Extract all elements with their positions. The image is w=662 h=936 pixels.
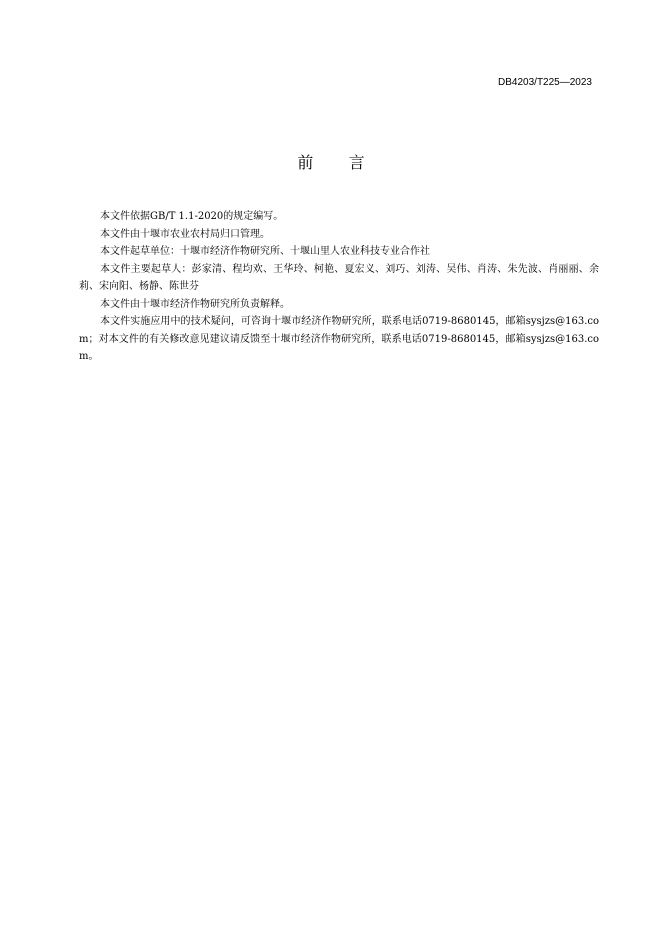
paragraph-basis: 本文件依据GB/T 1.1-2020的规定编写。	[100, 211, 284, 222]
paragraph-drafters: 本文件主要起草人：彭家清、程均欢、王华玲、柯艳、夏宏义、刘巧、刘涛、吴伟、肖涛、朱先波、肖丽丽、余莉、宋向阳、杨静、陈世芬	[79, 263, 599, 292]
paragraph-contact: 本文件实施应用中的技术疑问，可咨询十堰市经济作物研究所，联系电话0719-8680145，邮箱sysjzs@163.com；对本文件的有关修改意见建议请反馈至十堰市经济作物研究所，联系电话0719-8680145，邮箱sysjzs@163.com。	[79, 316, 599, 362]
foreword-body	[79, 208, 599, 366]
paragraph-drafting-units: 本文件起草单位：十堰市经济作物研究所、十堰山里人农业科技专业合作社	[100, 246, 430, 257]
standard-code: DB4203/T225—2023	[498, 77, 592, 88]
paragraph-interpretation: 本文件由十堰市经济作物研究所负责解释。	[100, 298, 290, 310]
paragraph-management: 本文件由十堰市农业农村局归口管理。	[100, 228, 270, 240]
page-title: 前言	[297, 153, 400, 172]
